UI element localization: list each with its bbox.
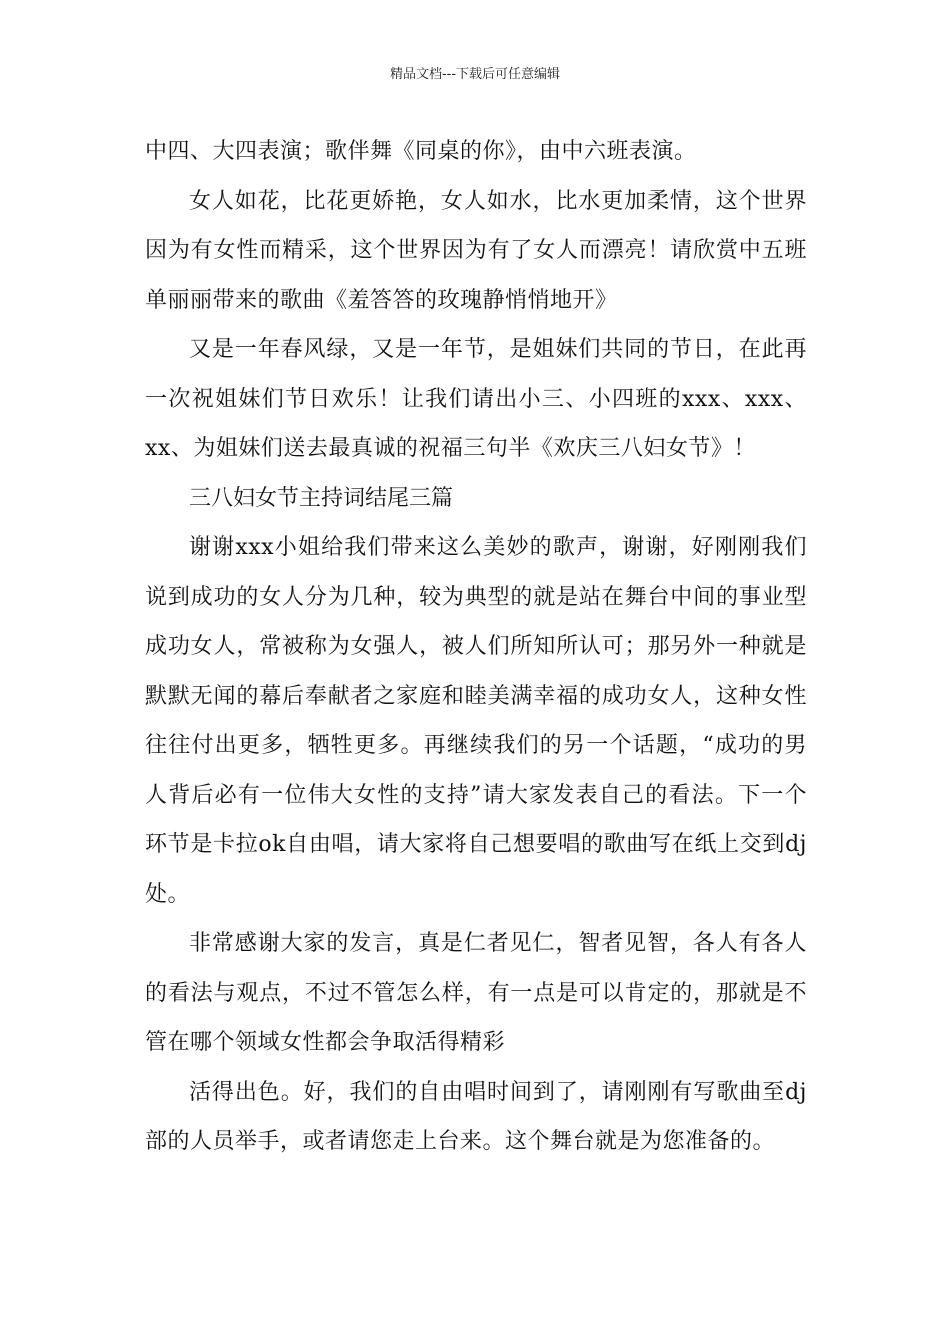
- paragraph-4: 谢谢xxx小姐给我们带来这么美妙的歌声，谢谢，好刚刚我们说到成功的女人分为几种，较为典型的就是站在舞台中间的事业型成功女人，常被称为女强人，被人们所知所认可；那另外一种就是默默无闻的幕后奉献者之家庭和睦美满幸福的成功女人，这种女性往往付出更多，牺牲更多。再继续我们的另一个话题，“成功的男人背后必有一位伟大女性的支持”请大家发表自己的看法。下一个环节是卡拉ok自由唱，请大家将自己想要唱的歌曲写在纸上交到dj处。: [145, 535, 807, 907]
- paragraph-1: 中四、大四表演；歌伴舞《同桌的你》，由中六班表演。: [145, 139, 697, 164]
- document-body: [145, 127, 807, 1167]
- paragraph-5: 非常感谢大家的发言，真是仁者见仁，智者见智，各人有各人的看法与观点，不过不管怎么样，有一点是可以肯定的，那就是不管在哪个领域女性都会争取活得精彩: [145, 931, 807, 1055]
- paragraph-3: 又是一年春风绿，又是一年节，是姐妹们共同的节日，在此再一次祝姐妹们节日欢乐！让我们请出小三、小四班的xxx、xxx、xx、为姐妹们送去最真诚的祝福三句半《欢庆三八妇女节》！: [145, 337, 807, 461]
- paragraph-6: 活得出色。好，我们的自由唱时间到了，请刚刚有写歌曲至dj部的人员举手，或者请您走上台来。这个舞台就是为您准备的。: [145, 1079, 807, 1154]
- section-heading: 三八妇女节主持词结尾三篇: [189, 485, 454, 511]
- page-header: 精品文档---下载后可任意编辑: [389, 67, 561, 82]
- paragraph-2: 女人如花，比花更娇艳，女人如水，比水更加柔情，这个世界因为有女性而精采，这个世界因为有了女人而漂亮！请欣赏中五班单丽丽带来的歌曲《羞答答的玫瑰静悄悄地开》: [145, 188, 807, 313]
